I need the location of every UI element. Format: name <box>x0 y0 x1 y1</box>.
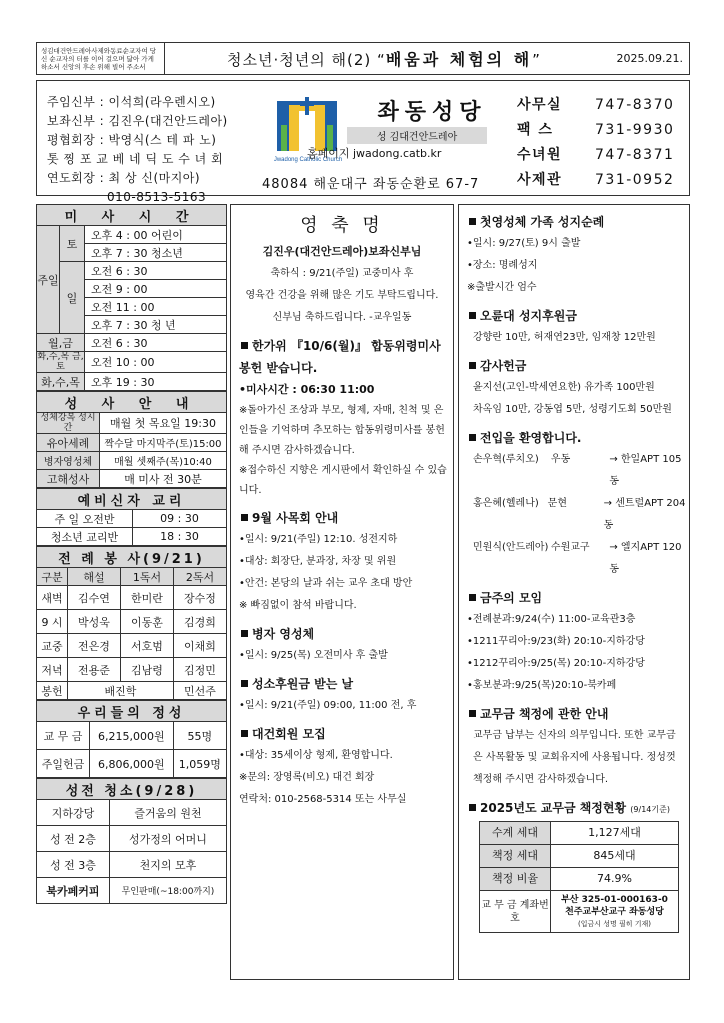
celebrate-title: 영 축 명 <box>300 215 384 236</box>
issue-date: 2025.09.21. <box>616 52 683 65</box>
staff-list: 주임신부 : 이석희(라우렌시오) 보좌신부 : 김진우(대건안드레아) 평협회장 : 박영식(스 테 파 노) 톳 찡 포 교 베 네 딕 도 수 녀 회 연도회장 : 최 상 신(마지아) 010-8513-5163 <box>47 95 228 204</box>
council-section: 9월 사목회 안내 <box>231 507 453 529</box>
welcome-section: 전입을 환영합니다. <box>459 427 689 449</box>
contact-fax: 팩 스 731-9930 <box>517 122 675 138</box>
tithe-status-table: 수계 세대 1,127세대 책정 세대 845세대 책정 비율 74.9% 교 무 금 계좌번호 부산 325-01-000163-0 천주교부산교구 좌동성당 (입금시 성명 필히 기재) <box>479 821 679 933</box>
church-name: 좌동성당 <box>377 100 487 125</box>
list-item: 민원식(안드레아) 수원교구 → 엘지APT 120동 <box>473 542 682 575</box>
mass-title: 미 사 시 간 <box>37 205 227 226</box>
mass-schedule-table: 미 사 시 간 주일 토 오후 4 : 00 어린이 오후 7 : 30 청소년 일 오전 6 : 30 오전 9 : 00 오전 11 : 00 오후 7 : 30 청 년 월,금 오전 6 : 30 화,수,목 금,토 오전 10 : 00 화,수,목 오후 19 : 30 <box>36 204 227 391</box>
middle-column: 영 축 명 김진우(대건안드레아)보좌신부님 축하식 : 9/21(주일) 교중미사 후 영육간 건강을 위해 많은 기도 부탁드립니다. 신부님 축하드립니다. -교우일동 한가위 『10/6(월)』 합동위령미사 봉헌 받습니다. •미사시간 : 06:30 11:00 ※돌아가신 조상과 부모, 형제, 자매, 친척 및 은인들을 기억하며 추모하는 합동위령미사를 봉헌해 주시면 감사하겠습니다. ※접수하신 지향은 게시판에서 확인하실 수 있습니다. 9월 사목회 안내 •일시: 9/21(주일) 12:10. 성전지하 •대상: 회장단, 분과장, 차장 및 위원 •안건: 본당의 날과 쉬는 교우 초대 방안 ※ 빠짐없이 참석 바랍니다. 병자 영성체 •일시: 9/25(목) 오전미사 후 출발 성소후원금 받는 날 •일시: 9/21(주일) 09:00, 11:00 전, 후 대건회원 모집 •대상: 35세이상 형제, 환영합니다. ※문의: 장영록(비오) 대건 회장 연락처: 010-2568-5314 또는 사무실 <box>230 204 454 980</box>
thanks-offering-section: 감사헌금 <box>459 355 689 377</box>
top-banner <box>36 42 690 75</box>
seminary-section: 성소후원금 받는 날 <box>231 673 453 695</box>
catechism-table: 예비신자 교리 주 일 오전반 09 : 30 청소년 교리반 18 : 30 <box>36 488 227 546</box>
tithe-status-section: 2025년도 교무금 책정현황 (9/14기준) <box>459 797 689 821</box>
left-column <box>36 204 227 904</box>
svg-text:Jwadong Catholic Church: Jwadong Catholic Church <box>273 157 343 163</box>
contact-office: 사무실 747-8370 <box>517 97 675 113</box>
address: 48084 해운대구 좌동순환로 67-7 <box>262 177 480 192</box>
sunday-label: 주일 <box>37 226 60 334</box>
list-item: 손우혁(루치오) 우동 → 한일APT 105동 <box>473 454 682 487</box>
daegun-section: 대건회원 모집 <box>231 723 453 745</box>
tithe-section: 교무금 책정에 관한 안내 <box>459 703 689 725</box>
meetings-section: 금주의 모임 <box>459 587 689 609</box>
pilgrimage-section: 첫영성체 가족 성지순례 <box>459 211 689 233</box>
list-item: 홍은혜(헬레나) 문현 → 센트럴APT 204동 <box>473 498 686 531</box>
sacrament-table: 성 사 안 내 성체강복 성시간 매월 첫 목요일 19:30 유아세례 짝수달 마지막주(토)15:00 병자영성체 매월 셋째주(목)10:40 고해성사 매 미사 전 30분 <box>36 391 227 488</box>
contact-convent: 수녀원 747-8371 <box>517 147 675 163</box>
contact-list <box>517 93 674 193</box>
liturgy-service-table: 전 례 봉 사(9/21) 구분 해설 1독서 2독서 새벽 김수연 한미란 장수정 9 시 박성욱 이동훈 김경희 교중 전은경 서호범 이채희 저녁 전용준 김남령 김정민 봉헌 배진학 민선주 <box>36 546 227 700</box>
year-theme: 청소년·청년의 해(2) “배움과 체험의 해” <box>227 50 541 69</box>
contact-rectory: 사제관 731-0952 <box>517 172 675 188</box>
memorial-section: 한가위 『10/6(월)』 합동위령미사 봉헌 받습니다. <box>239 339 441 375</box>
offering-table: 우리들의 정성 교 무 금 6,215,000원 55명 주일헌금 6,806,000원 1,059명 <box>36 700 227 778</box>
cleaning-table: 성전 청소(9/28) 지하강당 즐거움의 원천 성 전 2층 성가정의 어머니 성 전 3층 천지의 모후 북카페커피 무인판매(~18:00까지) <box>36 778 227 904</box>
website: 홈페이지 jwadong.catb.kr <box>307 147 442 160</box>
motto: 성김대건안드레아사제와동료순교자여 당신 순교자의 터를 이어 걸으며 닮아 가게 하소서 신앙의 후손 위해 빌어 주소서 <box>37 43 165 74</box>
church-header <box>36 80 690 204</box>
shrine-donation-section: 오륜대 성지후원금 <box>459 305 689 327</box>
right-column: 첫영성체 가족 성지순례 •일시: 9/27(토) 9시 출발 •장소: 명례성지 ※출발시간 엄수 오륜대 성지후원금 강향란 10만, 허재연23만, 임재창 12만원 감사헌금 윤지선(고인-박세연요한) 유가족 100만원 차옥임 10만, 강동엽 5만, 성령기도회 50만원 전입을 환영합니다. 손우혁(루치오) 우동 → 한일APT 105동 홍은혜(헬레나) 문현 → 센트럴APT 204동 민원식(안드레아) 수원교구 → 엘지APT 120동 금주의 모임 •전례분과:9/24(수) 11:00-교육관3층 •1211꾸리아:9/23(화) 20:10-지하강당 •1212꾸리아:9/25(목) 20:10-지하강당 •홍보분과:9/25(목)20:10-북카페 교무금 책정에 관한 안내 교무금 납부는 신자의 의무입니다. 또한 교무금은 사목활동 및 교회유지에 사용됩니다. 정성껏 책정해 주시면 감사하겠습니다. 2025년도 교무금 책정현황 (9/14기준) 수계 세대 1,127세대 책정 세대 845세대 책정 비율 74.9% 교 무 금 계좌번호 부산 325-01-000163-0 천주교부산교구 좌동성당 (입금시 성명 필히 기재) <box>458 204 690 980</box>
patron-saint: 성 김대건안드레아 <box>347 127 487 144</box>
sick-communion-section: 병자 영성체 <box>231 623 453 645</box>
